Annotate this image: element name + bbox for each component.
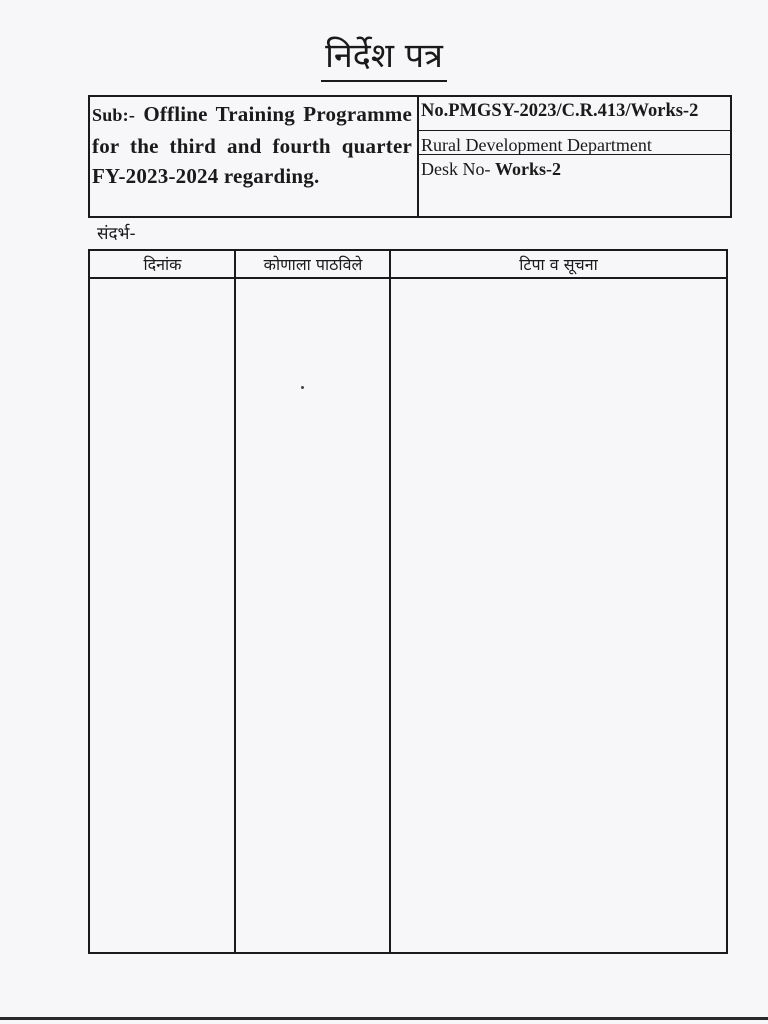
page-title-text: निर्देश पत्र — [321, 34, 447, 82]
column-header-date: दिनांक — [143, 255, 182, 274]
subject-block — [92, 99, 412, 192]
department-name: Rural Development Department — [421, 135, 652, 155]
header-divider — [417, 97, 419, 216]
column-divider-2 — [389, 251, 391, 952]
desk-number — [421, 158, 561, 180]
header-box — [88, 95, 732, 218]
page-title — [0, 34, 768, 82]
header-rule-1 — [419, 130, 730, 131]
reference-label: संदर्भ- — [97, 224, 136, 244]
column-divider-1 — [234, 251, 236, 952]
reference-number: No.PMGSY-2023/C.R.413/Works-2 — [421, 101, 699, 121]
desk-label: Desk No- — [421, 159, 495, 179]
column-header-sent-to: कोणाला पाठविले — [263, 255, 363, 274]
subject-text: Offline Training Programme for the third and fourth quarter FY-2023-2024 regarding. — [92, 102, 412, 188]
scan-speck — [301, 386, 304, 389]
notes-table — [88, 249, 728, 954]
page-bottom-edge — [0, 1017, 768, 1020]
subject-lead: Sub:- — [92, 105, 136, 125]
header-rule-2 — [419, 154, 730, 155]
table-header-rule — [90, 277, 726, 279]
column-header-notes: टिपा व सूचना — [519, 255, 598, 274]
desk-value: Works-2 — [495, 159, 562, 179]
